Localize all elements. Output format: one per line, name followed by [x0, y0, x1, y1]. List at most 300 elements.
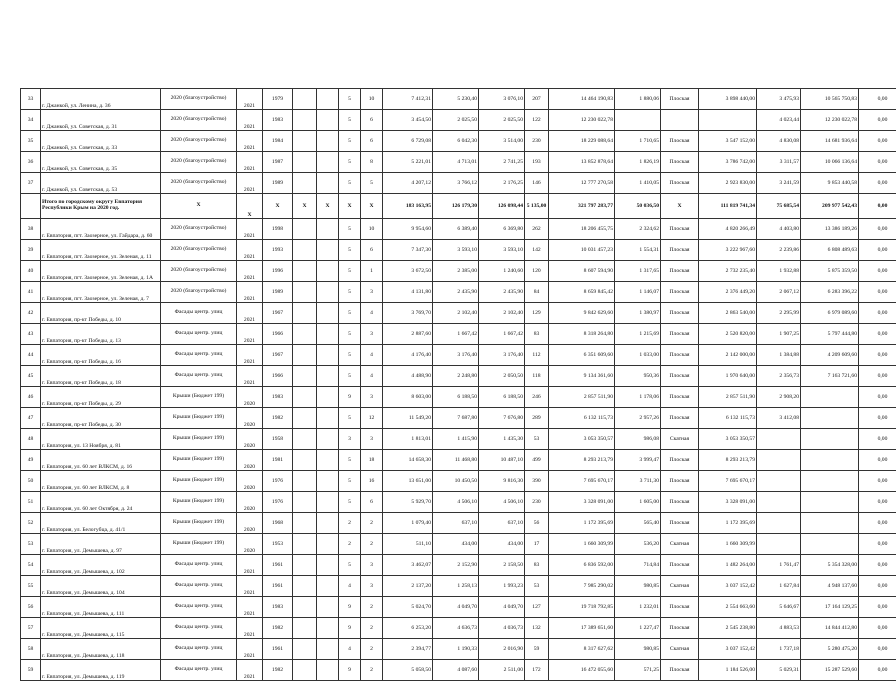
cell-roof: Плоская: [661, 261, 699, 282]
cell-roof: Плоская: [661, 366, 699, 387]
cell-area-live: 434,00: [479, 534, 525, 555]
cell-year: 2021: [237, 660, 263, 681]
cell-sum1: 2 857 511,90: [699, 387, 757, 408]
cell-roof: Плоская: [661, 89, 699, 110]
cell-residents: 142: [525, 240, 549, 261]
cell-cost-m2: 1 178,06: [615, 387, 661, 408]
cell-sum3: 17 164 129,25: [801, 597, 859, 618]
cell-no: 35: [21, 131, 41, 152]
cell-sum2: 5 029,31: [757, 660, 801, 681]
cell-floors: 5: [339, 555, 361, 576]
cell-e2: [317, 639, 339, 660]
cell-roof: Плоская: [661, 282, 699, 303]
cell-cost-m2: 1 826,19: [615, 152, 661, 173]
cell-area-res: 126 179,30: [433, 194, 479, 219]
cell-sum3: 7 163 721,60: [801, 366, 859, 387]
cell-address: г. Евпатория, пгт. Заозерное, ул. Зеленая, д. 1А: [41, 261, 161, 282]
table-row: [21, 597, 896, 618]
cell-e2: [317, 240, 339, 261]
cell-year: 2020: [237, 513, 263, 534]
cell-e2: [317, 576, 339, 597]
cell-area-live: 3 593,10: [479, 240, 525, 261]
cell-area-res: 6 042,30: [433, 131, 479, 152]
cell-area-live: 7 676,80: [479, 408, 525, 429]
cell-year: 2021: [237, 219, 263, 240]
cell-area-total: 1 079,40: [383, 513, 433, 534]
cell-sum1: 3 037 152,42: [699, 639, 757, 660]
cell-roof: Скатная: [661, 639, 699, 660]
cell-built: 1979: [263, 89, 293, 110]
cell-roof: Плоская: [661, 152, 699, 173]
cell-area-total: 5 058,50: [383, 660, 433, 681]
cell-floors: 5: [339, 173, 361, 194]
cell-address: г. Евпатория, пр-кт Победы, д. 29: [41, 387, 161, 408]
cell-tail: 0,00: [859, 429, 896, 450]
cell-work: 2020 (благоустройство): [161, 110, 237, 131]
cell-area-res: 3 176,40: [433, 345, 479, 366]
cell-e2: [317, 303, 339, 324]
cell-area-res: 4 506,10: [433, 492, 479, 513]
cell-sum1: 4 820 266,49: [699, 219, 757, 240]
cell-work: 2020 (благоустройство): [161, 89, 237, 110]
cell-floors: 5: [339, 110, 361, 131]
cell-area-live: 2 016,90: [479, 639, 525, 660]
cell-sum1: [699, 110, 757, 131]
cell-e1: [293, 660, 317, 681]
cell-e1: [293, 387, 317, 408]
cell-floors: 2: [339, 513, 361, 534]
cell-entrances: 3: [361, 282, 383, 303]
cell-residents: 132: [525, 618, 549, 639]
cell-sum2: 75 685,54: [757, 194, 801, 219]
cell-sum2: 2 908,20: [757, 387, 801, 408]
cell-e1: [293, 173, 317, 194]
table-row: [21, 219, 896, 240]
cell-floors: 5: [339, 261, 361, 282]
cell-tail: 0,00: [859, 303, 896, 324]
cell-address: г. Евпатория, пгт. Заозерное, ул. Зеленая, д. 11: [41, 240, 161, 261]
cell-address: г. Евпатория, ул. Демышева, д. 102: [41, 555, 161, 576]
cell-area-live: 2 158,50: [479, 555, 525, 576]
cell-address: г. Джанкой, ул. Советская, д. 31: [41, 110, 161, 131]
cell-cost-m2: 571,25: [615, 660, 661, 681]
cell-cost-m2: 1 146,07: [615, 282, 661, 303]
table-row: [21, 261, 896, 282]
cell-sum1: 6 132 115,73: [699, 408, 757, 429]
table-row: [21, 110, 896, 131]
cell-e2: [317, 110, 339, 131]
table-row: [21, 639, 896, 660]
cell-no: 42: [21, 303, 41, 324]
table-row: [21, 89, 896, 110]
cell-tail: 0,00: [859, 131, 896, 152]
cell-residents: 5 135,00: [525, 194, 549, 219]
cell-e2: [317, 618, 339, 639]
cell-area-live: 2 511,00: [479, 660, 525, 681]
cell-residents: 289: [525, 408, 549, 429]
cell-residents: 122: [525, 110, 549, 131]
cell-sum1: 3 786 742,00: [699, 152, 757, 173]
cell-work: Фасады центр. улиц: [161, 303, 237, 324]
cell-address: г. Евпатория, ул. 13 Ноября, д. 81: [41, 429, 161, 450]
cell-roof: Плоская: [661, 240, 699, 261]
cell-sum3: 209 977 542,43: [801, 194, 859, 219]
table-row: [21, 408, 896, 429]
cell-year: 2021: [237, 240, 263, 261]
cell-built: 1993: [263, 240, 293, 261]
cell-tail: 0,00: [859, 618, 896, 639]
cell-sum1: 1 172 395,69: [699, 513, 757, 534]
cell-area-live: 637,10: [479, 513, 525, 534]
cell-work: Крыши (Бюджет 199): [161, 429, 237, 450]
cell-work: Крыши (Бюджет 199): [161, 408, 237, 429]
cell-entrances: 3: [361, 576, 383, 597]
cell-entrances: 1: [361, 261, 383, 282]
cell-e2: [317, 534, 339, 555]
cell-cost-m2: 3 999,47: [615, 450, 661, 471]
cell-area-total: 6 253,20: [383, 618, 433, 639]
cell-entrances: 16: [361, 471, 383, 492]
table-row: [21, 345, 896, 366]
cell-sum1: 8 293 213,79: [699, 450, 757, 471]
cell-built: 1981: [263, 450, 293, 471]
table-row: [21, 429, 896, 450]
cell-year: 2020: [237, 471, 263, 492]
cell-tail: 0,00: [859, 345, 896, 366]
cell-area-res: 2 385,00: [433, 261, 479, 282]
cell-entrances: 2: [361, 660, 383, 681]
cell-no: 43: [21, 324, 41, 345]
cell-cost: 8 607 594,90: [549, 261, 615, 282]
cell-tail: 0,00: [859, 89, 896, 110]
cell-area-total: 11 549,20: [383, 408, 433, 429]
cell-sum3: 6 283 396,22: [801, 282, 859, 303]
cell-roof: Плоская: [661, 173, 699, 194]
cell-roof: [661, 110, 699, 131]
cell-built: 1987: [263, 152, 293, 173]
cell-tail: 0,00: [859, 152, 896, 173]
cell-area-total: 7 412,31: [383, 89, 433, 110]
cell-area-total: 4 131,80: [383, 282, 433, 303]
cell-work: Крыши (Бюджет 199): [161, 513, 237, 534]
cell-roof: Плоская: [661, 408, 699, 429]
cell-work: Крыши (Бюджет 199): [161, 387, 237, 408]
cell-e1: [293, 534, 317, 555]
cell-work: 2020 (благоустройство): [161, 219, 237, 240]
cell-e2: [317, 282, 339, 303]
cell-sum3: [801, 408, 859, 429]
cell-year: 2021: [237, 152, 263, 173]
table-row: [21, 660, 896, 681]
cell-residents: 83: [525, 324, 549, 345]
cell-built: 1968: [263, 513, 293, 534]
cell-entrances: 18: [361, 450, 383, 471]
cell-built: 1961: [263, 639, 293, 660]
cell-no: 41: [21, 282, 41, 303]
cell-e1: [293, 555, 317, 576]
cell-area-res: 7 687,80: [433, 408, 479, 429]
cell-floors: X: [339, 194, 361, 219]
cell-residents: 230: [525, 492, 549, 513]
cell-e1: [293, 345, 317, 366]
cell-sum3: [801, 513, 859, 534]
table-row: [21, 366, 896, 387]
cell-e1: [293, 110, 317, 131]
cell-area-total: 5 929,70: [383, 492, 433, 513]
cell-cost: 18 229 088,64: [549, 131, 615, 152]
cell-roof: Скатная: [661, 534, 699, 555]
cell-area-res: 11 468,80: [433, 450, 479, 471]
document-table: [20, 88, 886, 681]
cell-year: 2021: [237, 555, 263, 576]
cell-e2: [317, 89, 339, 110]
cell-address: г. Евпатория, пр-кт Победы, д. 13: [41, 324, 161, 345]
cell-e2: [317, 131, 339, 152]
cell-e2: [317, 555, 339, 576]
cell-address: г. Евпатория, ул. Демышева, д. 119: [41, 660, 161, 681]
cell-floors: 5: [339, 152, 361, 173]
cell-area-total: 4 176,40: [383, 345, 433, 366]
cell-tail: 0,00: [859, 471, 896, 492]
cell-year: 2021: [237, 173, 263, 194]
cell-cost: 3 053 350,57: [549, 429, 615, 450]
cell-year: 2021: [237, 366, 263, 387]
cell-area-live: 1 667,42: [479, 324, 525, 345]
cell-cost: 2 857 511,90: [549, 387, 615, 408]
cell-tail: 0,00: [859, 240, 896, 261]
cell-year: 2021: [237, 303, 263, 324]
cell-area-res: 3 766,12: [433, 173, 479, 194]
cell-sum1: 2 545 238,80: [699, 618, 757, 639]
cell-work: Фасады центр. улиц: [161, 366, 237, 387]
cell-cost-m2: 1 605,00: [615, 492, 661, 513]
cell-roof: Плоская: [661, 471, 699, 492]
cell-no: 52: [21, 513, 41, 534]
cell-tail: 0,00: [859, 173, 896, 194]
cell-year: 2021: [237, 110, 263, 131]
cell-cost: 10 031 457,23: [549, 240, 615, 261]
cell-roof: Плоская: [661, 450, 699, 471]
cell-area-res: 6 188,50: [433, 387, 479, 408]
cell-area-total: 8 603,00: [383, 387, 433, 408]
cell-work: Крыши (Бюджет 199): [161, 450, 237, 471]
cell-sum1: 111 819 741,34: [699, 194, 757, 219]
cell-roof: Плоская: [661, 303, 699, 324]
cell-address: г. Евпатория, ул. 60 лет ВЛКСМ, д. 8: [41, 471, 161, 492]
cell-built: 1989: [263, 173, 293, 194]
table-row: [21, 173, 896, 194]
cell-e1: [293, 492, 317, 513]
cell-residents: 84: [525, 282, 549, 303]
cell-sum2: [757, 429, 801, 450]
cell-sum2: 1 761,47: [757, 555, 801, 576]
cell-work: 2020 (благоустройство): [161, 152, 237, 173]
cell-entrances: X: [361, 194, 383, 219]
cell-area-res: 1 190,33: [433, 639, 479, 660]
cell-year: 2021: [237, 89, 263, 110]
table-row: [21, 240, 896, 261]
cell-no: 49: [21, 450, 41, 471]
cell-area-live: 2 102,40: [479, 303, 525, 324]
cell-entrances: 5: [361, 173, 383, 194]
cell-roof: Плоская: [661, 513, 699, 534]
cell-area-res: 4 636,73: [433, 618, 479, 639]
cell-floors: 5: [339, 471, 361, 492]
cell-tail: 0,00: [859, 492, 896, 513]
cell-e1: [293, 513, 317, 534]
cell-built: 1961: [263, 555, 293, 576]
cell-cost-m2: 50 036,50: [615, 194, 661, 219]
cell-sum2: 3 241,59: [757, 173, 801, 194]
cell-roof: Плоская: [661, 618, 699, 639]
cell-address: г. Джанкой, ул. Советская, д. 33: [41, 131, 161, 152]
cell-area-total: 9 954,60: [383, 219, 433, 240]
cell-built: 1976: [263, 471, 293, 492]
cell-sum1: 2 520 820,00: [699, 324, 757, 345]
cell-sum1: 1 970 640,00: [699, 366, 757, 387]
cell-area-live: 9 816,30: [479, 471, 525, 492]
cell-year: 2021: [237, 131, 263, 152]
cell-sum1: 7 695 670,17: [699, 471, 757, 492]
cell-sum1: 3 328 091,00: [699, 492, 757, 513]
cell-sum2: 4 883,53: [757, 618, 801, 639]
cell-e1: [293, 131, 317, 152]
cell-floors: 3: [339, 429, 361, 450]
cell-address: г. Джанкой, ул. Ленина, д. 36: [41, 89, 161, 110]
cell-no: 59: [21, 660, 41, 681]
cell-area-res: 6 389,40: [433, 219, 479, 240]
cell-sum3: [801, 450, 859, 471]
cell-area-total: 511,10: [383, 534, 433, 555]
cell-roof: Плоская: [661, 597, 699, 618]
cell-e1: X: [293, 194, 317, 219]
table-row: [21, 303, 896, 324]
cell-sum1: 2 923 830,00: [699, 173, 757, 194]
cell-area-total: 14 658,30: [383, 450, 433, 471]
cell-roof: Плоская: [661, 131, 699, 152]
cell-roof: Плоская: [661, 555, 699, 576]
cell-no: 44: [21, 345, 41, 366]
cell-cost-m2: 1 380,97: [615, 303, 661, 324]
cell-work: Фасады центр. улиц: [161, 618, 237, 639]
cell-cost-m2: 1 317,65: [615, 261, 661, 282]
table-row: [21, 450, 896, 471]
cell-entrances: 6: [361, 131, 383, 152]
cell-built: 1967: [263, 345, 293, 366]
cell-area-res: 4 713,01: [433, 152, 479, 173]
cell-area-live: 1 240,60: [479, 261, 525, 282]
cell-no: 53: [21, 534, 41, 555]
cell-roof: Плоская: [661, 324, 699, 345]
cell-area-live: 6 188,50: [479, 387, 525, 408]
cell-area-total: 183 163,95: [383, 194, 433, 219]
cell-cost: 3 328 091,00: [549, 492, 615, 513]
cell-work: 2020 (благоустройство): [161, 282, 237, 303]
cell-sum3: 15 287 529,60: [801, 660, 859, 681]
cell-sum1: 2 554 663,60: [699, 597, 757, 618]
cell-sum1: 2 732 235,40: [699, 261, 757, 282]
cell-area-total: 7 347,30: [383, 240, 433, 261]
cell-no: 47: [21, 408, 41, 429]
cell-cost: 16 472 055,60: [549, 660, 615, 681]
cell-no: 45: [21, 366, 41, 387]
cell-sum3: 10 066 136,64: [801, 152, 859, 173]
cell-area-live: 2 176,25: [479, 173, 525, 194]
cell-address: г. Евпатория, пр-кт Победы, д. 16: [41, 345, 161, 366]
cell-floors: 5: [339, 89, 361, 110]
cell-floors: 5: [339, 303, 361, 324]
cell-sum1: 3 037 152,42: [699, 576, 757, 597]
cell-entrances: 3: [361, 429, 383, 450]
cell-tail: 0,00: [859, 513, 896, 534]
cell-area-total: 3 454,50: [383, 110, 433, 131]
cell-year: 2021: [237, 639, 263, 660]
table-row: [21, 513, 896, 534]
cell-tail: 0,00: [859, 534, 896, 555]
cell-built: 1983: [263, 110, 293, 131]
table-row: [21, 282, 896, 303]
cell-area-res: 2 435,90: [433, 282, 479, 303]
cell-work: Фасады центр. улиц: [161, 660, 237, 681]
cell-year: 2021: [237, 324, 263, 345]
cell-built: 1989: [263, 282, 293, 303]
cell-e1: [293, 576, 317, 597]
cell-work: Крыши (Бюджет 199): [161, 492, 237, 513]
cell-year: 2020: [237, 450, 263, 471]
cell-area-res: 1 258,13: [433, 576, 479, 597]
cell-cost-m2: 714,84: [615, 555, 661, 576]
cell-area-total: 3 769,70: [383, 303, 433, 324]
cell-address: г. Евпатория, пр-кт Победы, д. 30: [41, 408, 161, 429]
cell-year: 2021: [237, 618, 263, 639]
cell-area-total: 3 462,07: [383, 555, 433, 576]
cell-work: Фасады центр. улиц: [161, 597, 237, 618]
cell-cost: 6 836 592,00: [549, 555, 615, 576]
cell-sum2: 4 403,80: [757, 219, 801, 240]
cell-no: 48: [21, 429, 41, 450]
cell-floors: 4: [339, 576, 361, 597]
cell-e1: [293, 366, 317, 387]
cell-sum1: 2 376 449,20: [699, 282, 757, 303]
cell-no: 34: [21, 110, 41, 131]
cell-built: 1966: [263, 366, 293, 387]
cell-cost: 6 351 609,60: [549, 345, 615, 366]
cell-sum3: 5 354 328,00: [801, 555, 859, 576]
cell-residents: 53: [525, 576, 549, 597]
cell-work: 2020 (благоустройство): [161, 261, 237, 282]
table-row: [21, 555, 896, 576]
table-row: [21, 534, 896, 555]
cell-tail: 0,00: [859, 639, 896, 660]
cell-sum3: 14 681 936,64: [801, 131, 859, 152]
cell-built: 1966: [263, 324, 293, 345]
cell-area-total: 5 221,01: [383, 152, 433, 173]
cell-cost-m2: 980,85: [615, 576, 661, 597]
cell-cost-m2: 2 324,62: [615, 219, 661, 240]
cell-e2: [317, 173, 339, 194]
cell-sum2: 2 239,86: [757, 240, 801, 261]
data-table: [20, 88, 896, 681]
cell-e2: [317, 345, 339, 366]
cell-tail: 0,00: [859, 261, 896, 282]
cell-sum2: 1 627,84: [757, 576, 801, 597]
cell-sum1: 2 142 000,00: [699, 345, 757, 366]
cell-residents: 499: [525, 450, 549, 471]
cell-sum2: 2 067,12: [757, 282, 801, 303]
cell-year: 2021: [237, 576, 263, 597]
cell-entrances: 3: [361, 387, 383, 408]
cell-tail: 0,00: [859, 597, 896, 618]
